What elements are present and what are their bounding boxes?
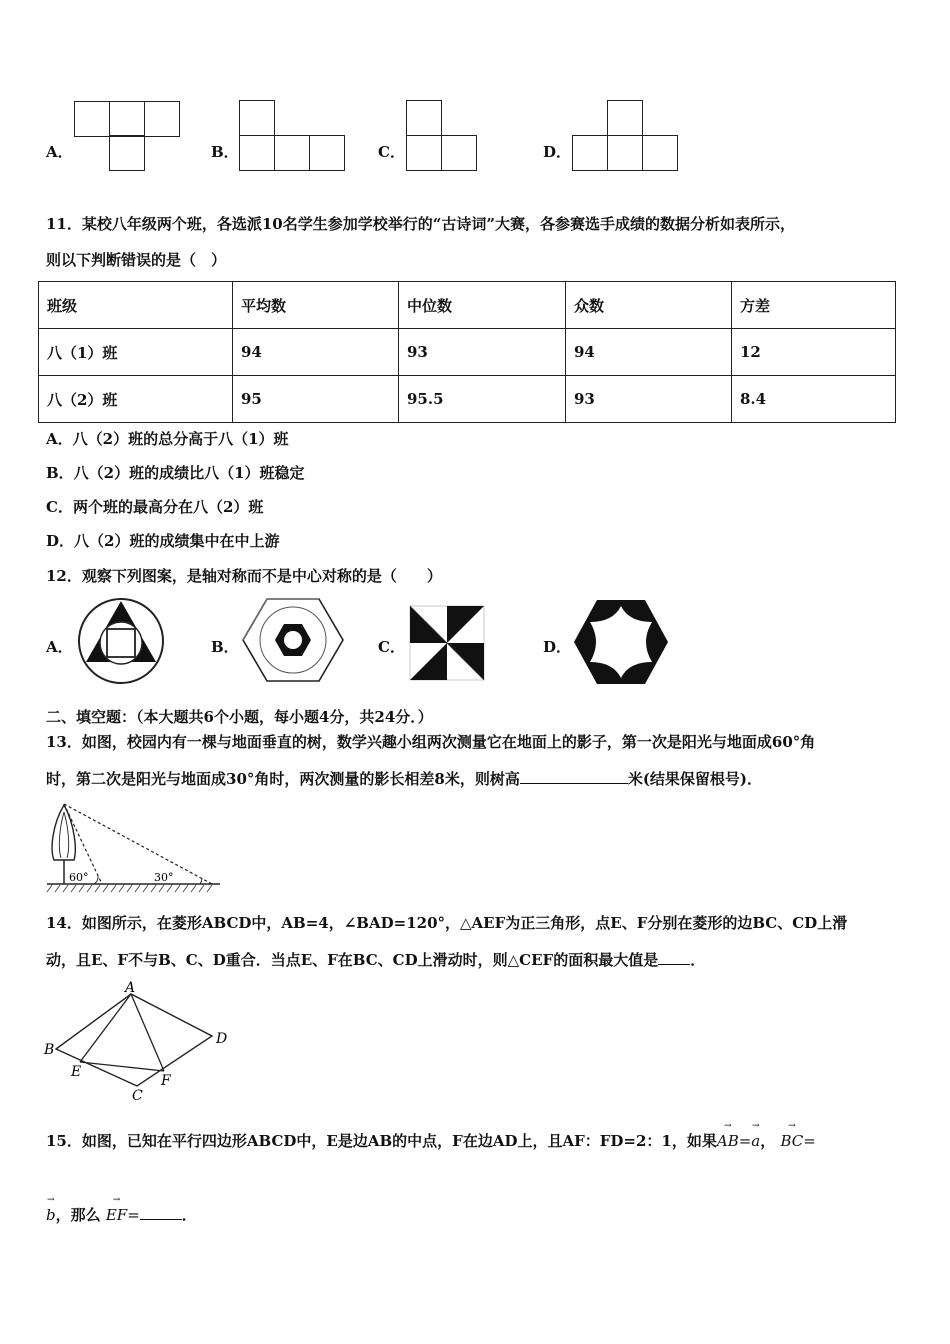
q15-vector-ab: → AB: [717, 1132, 739, 1150]
q15-eq-b: =: [803, 1132, 816, 1150]
q14-answer-blank[interactable]: [658, 950, 690, 965]
q12-stem: 12．观察下列图案，是轴对称而不是中心对称的是（ ）: [46, 567, 442, 585]
q14-line2: [46, 949, 705, 970]
table-cell: 八（1）班: [39, 329, 233, 376]
table-cell: 93: [399, 329, 566, 376]
q11-choice-c: C．两个班的最高分在八（2）班: [46, 498, 264, 516]
q11-choice-d: D．八（2）班的成绩集中在中上游: [46, 532, 280, 550]
table-cell: 95.5: [399, 376, 566, 423]
q15-line2-end: ．: [181, 1206, 197, 1224]
q14-point-a-label: A: [125, 980, 136, 996]
q14-point-d-label: D: [216, 1031, 228, 1047]
q15-vector-b: → b: [46, 1206, 56, 1224]
q15-line1: [46, 1130, 816, 1151]
table-cell: 12: [732, 329, 896, 376]
table-header-cell: 中位数: [399, 282, 566, 329]
q13-tree-figure: [44, 800, 224, 894]
q10-option-c-label: C．: [378, 143, 405, 161]
q11-stem-line1: 11．某校八年级两个班，各选派10名学生参加学校举行的“古诗词”大赛，各参赛选手成绩的数据分析如表所示，: [46, 215, 796, 233]
q12-option-a-figure: [75, 594, 167, 686]
table-row: [39, 376, 896, 423]
q15-answer-blank[interactable]: [140, 1205, 182, 1220]
table-cell: 94: [233, 329, 399, 376]
q15-vector-ef: → EF: [106, 1206, 127, 1224]
table-header-cell: 平均数: [233, 282, 399, 329]
q14-point-b-label: B: [44, 1042, 55, 1058]
q14-line2-before: 动，且E、F不与B、C、D重合．当点E、F在BC、CD上滑动时，则△CEF的面积最大值是: [46, 951, 659, 969]
q14-point-c-label: C: [132, 1088, 143, 1104]
table-header-cell: 众数: [566, 282, 732, 329]
section-heading: 二、填空题：（本大题共6个小题，每小题4分，共24分．）: [46, 708, 433, 726]
q14-point-f-label: F: [161, 1073, 171, 1089]
table-header-row: [39, 282, 896, 329]
q15-vector-bc: → BC: [781, 1132, 804, 1150]
table-header-cell: 班级: [39, 282, 233, 329]
table-cell: 95: [233, 376, 399, 423]
q12-option-a-label: A．: [46, 638, 73, 656]
q13-answer-blank[interactable]: [520, 769, 628, 784]
q13-angle-60-label: 60°: [69, 871, 89, 884]
q10-option-a-label: A．: [46, 143, 73, 161]
q12-option-b-label: B．: [211, 638, 239, 656]
q11-choice-b: B．八（2）班的成绩比八（1）班稳定: [46, 464, 305, 482]
table-cell: 八（2）班: [39, 376, 233, 423]
q11-choice-a: A．八（2）班的总分高于八（1）班: [46, 430, 289, 448]
q10-option-b-label: B．: [211, 143, 239, 161]
q11-stem-line2: 则以下判断错误的是（ ）: [46, 251, 227, 269]
q15-line1-before: 15．如图，已知在平行四边形ABCD中，E是边AB的中点，F在边AD上，且AF：FD=2：1，如果: [46, 1132, 717, 1150]
q13-line1: 13．如图，校园内有一棵与地面垂直的树，数学兴趣小组两次测量它在地面上的影子，第一次是阳光与地面成60°角: [46, 733, 816, 751]
q11-data-table: [38, 281, 896, 423]
q13-line2-before: 时，第二次是阳光与地面成30°角时，两次测量的影长相差8米，则树高: [46, 770, 520, 788]
q12-option-c-label: C．: [378, 638, 405, 656]
q15-eq-a: =: [738, 1132, 752, 1150]
q12-option-d-label: D．: [543, 638, 572, 656]
q15-line2-mid: ，那么: [55, 1206, 101, 1224]
q13-angle-30-label: 30°: [154, 871, 174, 884]
q15-vector-a: → a: [751, 1132, 760, 1150]
table-header-cell: 方差: [732, 282, 896, 329]
q15-sep: ，: [760, 1132, 776, 1150]
q10-option-d-label: D．: [543, 143, 572, 161]
q13-line2: [46, 768, 762, 789]
q12-option-c-figure: [404, 600, 488, 686]
table-cell: 93: [566, 376, 732, 423]
q14-line2-after: ．: [690, 951, 706, 969]
q14-point-e-label: E: [71, 1064, 82, 1080]
table-row: [39, 329, 896, 376]
q15-line2: [46, 1204, 197, 1225]
q14-line1: 14．如图所示，在菱形ABCD中，AB=4，∠BAD=120°，△AEF为正三角形，点E、F分别在菱形的边BC、CD上滑: [46, 914, 848, 932]
q15-eq-ef: =: [127, 1206, 140, 1224]
q12-option-d-figure: [571, 596, 671, 688]
table-cell: 94: [566, 329, 732, 376]
q13-line2-after: 米(结果保留根号)．: [627, 770, 763, 788]
q14-rhombus-figure: [40, 980, 240, 1104]
table-cell: 8.4: [732, 376, 896, 423]
q12-option-b-figure: [238, 594, 348, 686]
